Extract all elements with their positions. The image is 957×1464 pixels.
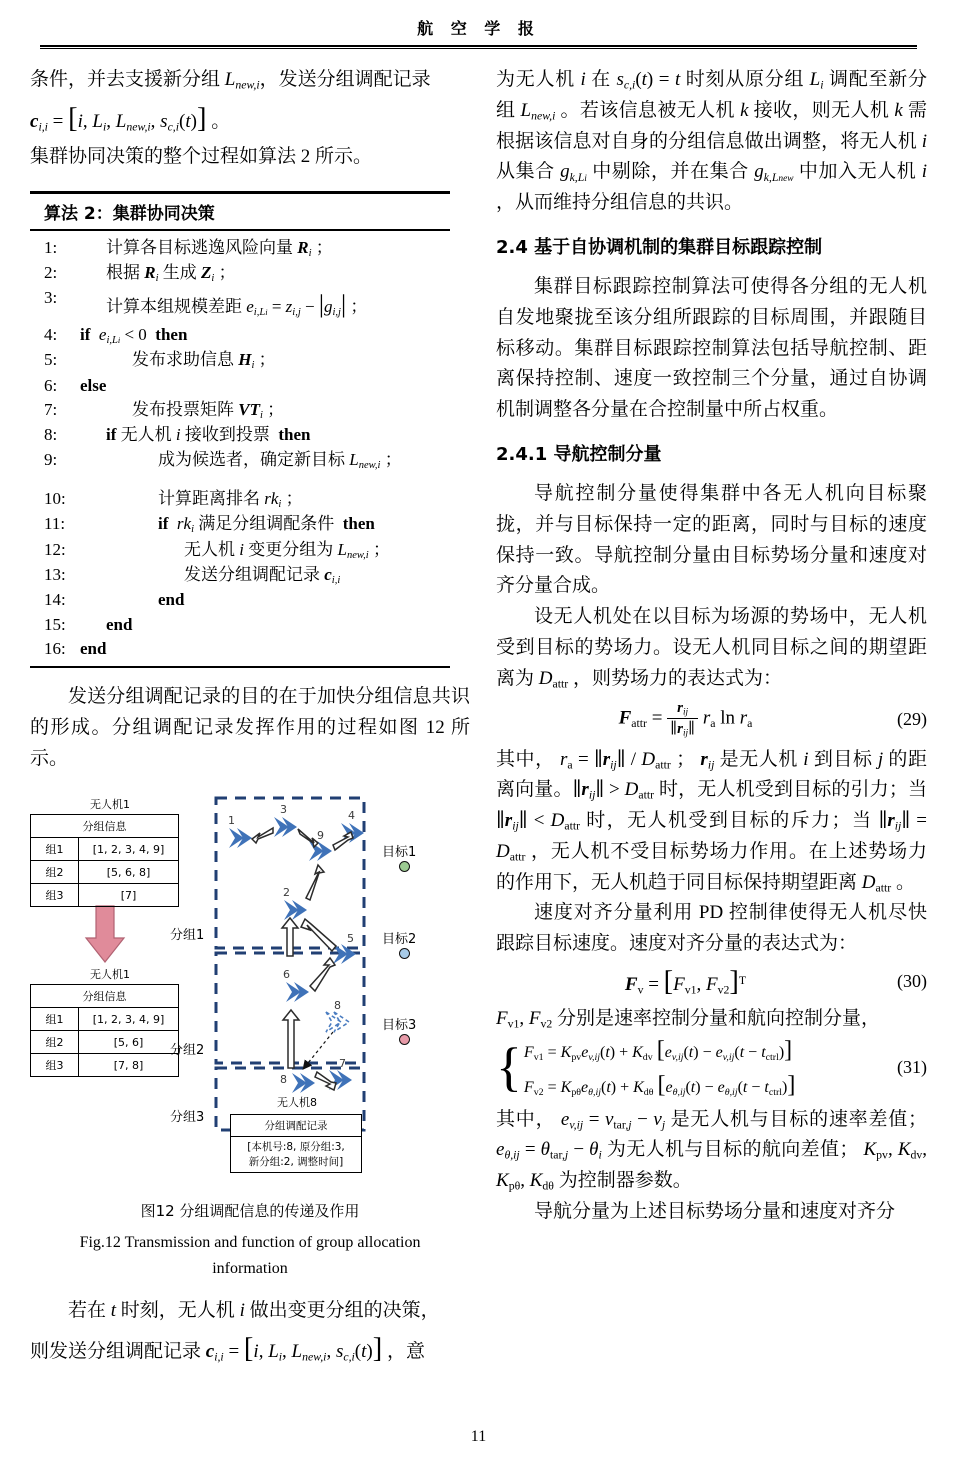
equation-30 <box>496 966 927 998</box>
algorithm-line-text: 无人机 i 变更分组为 $L_{new,i}$ ； <box>184 539 390 561</box>
cases-group <box>496 1037 795 1099</box>
algorithm-line-text: end <box>158 590 185 610</box>
allocation-record-line-2: 新分组:2, 调整时间] <box>248 1155 344 1168</box>
table-value-cell: [1, 2, 3, 4, 9] <box>79 838 179 861</box>
right-para-7: $F_{v1}$, $F_{v2}$ 分别是速率控制分量和航向控制分量， <box>496 1007 881 1031</box>
algorithm-line-text: end <box>80 639 107 659</box>
algorithm-line-number: 3: <box>44 288 58 308</box>
uav-number-1: 1 <box>228 814 235 828</box>
equation-29-body: $F_{attr}$ = $\frac{r_{ij}}{\parallel r_{ij}\parallel}$ $r_a$ $\ln r_a$ <box>618 700 753 739</box>
algorithm-line <box>30 588 450 613</box>
target-label-1: 目标1 <box>382 845 417 861</box>
target-label-3: 目标3 <box>382 1018 417 1034</box>
equation-31-body <box>496 1037 875 1099</box>
algorithm-line-number: 2: <box>44 262 58 282</box>
algorithm-box <box>30 191 450 668</box>
algorithm-line-number: 11: <box>44 514 66 534</box>
table-value-cell: [5, 6] <box>79 1031 179 1054</box>
uav-number-8: 8 <box>280 1073 287 1087</box>
allocation-record-body <box>231 1137 361 1171</box>
uav-number-6: 6 <box>283 968 290 982</box>
section-heading-2-4-1: 2.4.1 导航控制分量 <box>496 443 662 465</box>
allocation-record-box <box>230 1114 362 1172</box>
algorithm-line-text: 发送分组调配记录 $c_{i,i}$ <box>184 564 341 586</box>
algorithm-line-number: 9: <box>44 450 58 470</box>
uav-ghost-8 <box>326 1012 349 1032</box>
algorithm-body <box>30 231 450 666</box>
algorithm-line-number: 12: <box>44 539 66 559</box>
table-value-cell: [5, 6, 8] <box>79 861 179 884</box>
figure-caption-cn: 图12 分组调配信息的传递及作用 <box>140 1202 360 1221</box>
algorithm-line-number: 16: <box>44 639 66 659</box>
algorithm-line-text: 发布求助信息 $H_i$ ； <box>132 350 276 372</box>
algorithm-line-number: 8: <box>44 425 58 445</box>
table-key-cell: 组1 <box>31 838 79 861</box>
fraction: $\frac{r_{ij}}{\parallel r_{ij}\parallel}$ <box>667 700 698 738</box>
table-row <box>31 1008 179 1031</box>
left-para-3 <box>30 1296 470 1373</box>
algorithm-line <box>30 286 450 323</box>
table-value-cell: [7, 8] <box>79 1054 179 1077</box>
algorithm-line-text: 发布投票矩阵 $VT_i$ ； <box>132 400 285 422</box>
algorithm-line <box>30 538 450 563</box>
group-label-3: 分组3 <box>170 1110 205 1126</box>
target-label-2: 目标2 <box>382 932 417 948</box>
group-label-2: 分组2 <box>170 1043 205 1059</box>
algorithm-line-text: 计算各目标逃逸风险向量 $R_i$ ； <box>106 237 333 259</box>
left-para-1-line3: 集群协同决策的整个过程如算法 2 所示。 <box>30 145 373 167</box>
table-value-cell: [1, 2, 3, 4, 9] <box>79 1008 179 1031</box>
table-key-cell: 组3 <box>31 884 79 907</box>
right-column <box>496 65 927 1372</box>
algorithm-line-number: 14: <box>44 590 66 610</box>
left-para-2: 发送分组调配记录的目的在于加快分组信息共识的形成。分组调配记录发挥作用的过程如图 12 所示。 <box>30 686 470 769</box>
table-row <box>31 985 179 1008</box>
uav-markers <box>229 817 364 1093</box>
left-para-1: 条件，并去支援新分组 $L_{new,i}$，发送分组调配记录 $c_{i,i} = [i$, $L_i$, $L_{new,i}$, $s_{c,i}(t)$] 。 集群协同决策的整个过程如算法 2 所示。 <box>30 69 431 167</box>
equation-31 <box>496 1037 927 1099</box>
equation-29-number: (29) <box>897 708 927 729</box>
uav1-state-after <box>30 966 190 1077</box>
algorithm-line <box>30 448 450 473</box>
algorithm-line <box>30 613 450 638</box>
uav-number-7: 7 <box>339 1057 346 1071</box>
figure-caption-en-line-2: information <box>212 1259 288 1277</box>
table-header-cell: 分组信息 <box>31 815 179 838</box>
algorithm-line-text: if $e_{i,Li} < 0$ then <box>80 325 188 347</box>
algorithm-line <box>30 348 450 373</box>
right-para-2: 集群目标跟踪控制算法可使得各分组的无人机自发地聚拢至该分组所跟踪的目标周围，并跟随目标移动。集群目标跟踪控制算法包括导航控制、距离保持控制、速度一致控制三个分量，通过自协调机制调整各分量在合控制量中所占权重。 <box>496 275 927 421</box>
right-para-9: 导航分量为上述目标势场分量和速度对齐分 <box>534 1200 896 1222</box>
spacer <box>30 668 470 682</box>
algorithm-line-number: 10: <box>44 489 66 509</box>
algorithm-line-text: 计算本组规模差距 $e_{i,Li} = z_{i,j} - |g_{i,j}|$ ； <box>106 289 368 319</box>
equation-30-body: $F_v = [F_{v1}$, $F_{v2}]^T$ <box>624 965 747 997</box>
section-heading-2-4: 2.4 基于自协调机制的集群目标跟踪控制 <box>496 236 823 258</box>
left-para-1-text-c: ，发送分组调配记录 <box>259 69 431 90</box>
two-column-body <box>0 49 957 1372</box>
right-para-3: 导航控制分量使得集群中各无人机向目标聚拢，并与目标保持一定的距离，同时与目标的速度保持一致。导航控制分量由目标势场分量和速度对齐分量合成。 <box>496 482 927 597</box>
equation-30-number: (30) <box>897 971 927 992</box>
algorithm-line <box>30 423 450 448</box>
left-para-3-line-2: 则发送分组调配记录 $c_{i,i} = [i$, $L_i$, $L_{new,i}$, $s_{c,i}(t)$] ，意 <box>30 1333 425 1365</box>
equation-31-line-2: $F_{v2} = K_{p\theta}e_{\theta,ij}(t) + K_{d\theta}$ $[e_{\theta,ij}(t) - e_{\theta,ij}(t - t_{ctrl})]$ <box>523 1071 796 1098</box>
table-row <box>31 1054 179 1077</box>
equation-31-line-1: $F_{v1} = K_{pv}e_{v,ij}(t) + K_{dv}$ $[e_{v,ij}(t) - e_{v,ij}(t - t_{ctrl})]$ <box>523 1036 793 1063</box>
allocation-record-line-1: [本机号:8, 原分组:3, <box>247 1141 345 1154</box>
table-header-cell: 分组信息 <box>31 985 179 1008</box>
algorithm-line <box>30 236 450 261</box>
algorithm-line-text: 成为候选者，确定新目标 $L_{new,i}$ ； <box>158 450 402 471</box>
left-column <box>30 65 470 1372</box>
uav1-state-before <box>30 796 190 907</box>
algorithm-line <box>30 374 450 399</box>
algorithm-line-number: 6: <box>44 375 58 395</box>
figure-12 <box>30 796 470 1196</box>
cases-lines <box>524 1037 795 1099</box>
right-para-6: 速度对齐分量利用 PD 控制律使得无人机尽快跟踪目标速度。速度对齐分量的表达式为： <box>496 902 927 955</box>
right-para-1: 为无人机 i 在 $s_{c,i}(t) = t$ 时刻从原分组 $L_i$ 调配至新分组 $L_{new,i}$ 。若该信息被无人机 k 接收，则无人机 k 需根据该信息对自身的分组信息做出调整，将无人机 i 从集合 $g_{k,Li}$ 中剔除，并在集合 $g_{k,Lnew}$ 中加入无人机 i ，从而维持分组信息的共识。 <box>496 69 927 214</box>
table-key-cell: 组2 <box>31 861 79 884</box>
uav1-caption-after: 无人机1 <box>90 968 130 982</box>
left-para-1-text-a: 条件，并去支援新分组 <box>30 69 225 90</box>
table-key-cell: 组1 <box>31 1008 79 1031</box>
algorithm-line-text: 计算距离排名 $rk_i$ ； <box>158 489 303 511</box>
algorithm-line <box>30 323 450 348</box>
algorithm-line-text: 根据 $R_i$ 生成 $Z_i$ ； <box>106 262 236 284</box>
algorithm-line-number: 5: <box>44 350 58 370</box>
allocation-record-header: 分组调配记录 <box>231 1115 361 1137</box>
algorithm-line-number: 7: <box>44 400 58 420</box>
algorithm-line-text: else <box>80 375 107 395</box>
table-key-cell: 组2 <box>31 1031 79 1054</box>
table-key-cell: 组3 <box>31 1054 79 1077</box>
algorithm-line-number: 4: <box>44 325 58 345</box>
algorithm-line <box>30 563 450 588</box>
equation-29 <box>496 700 927 738</box>
algorithm-line <box>30 637 450 662</box>
algorithm-line <box>30 261 450 286</box>
table-row <box>31 815 179 838</box>
uav-number-8-ghost: 8 <box>334 999 341 1013</box>
algorithm-title: 算法 2：集群协同决策 <box>30 194 450 231</box>
algorithm-line-number: 13: <box>44 564 66 584</box>
figure-caption-en <box>30 1230 470 1281</box>
uav-number-9: 9 <box>317 829 324 843</box>
algorithm-line <box>30 398 450 423</box>
page-header <box>0 0 957 39</box>
uav-number-3: 3 <box>280 803 287 817</box>
uav-number-5: 5 <box>347 932 354 946</box>
left-para-3-line-1: 若在 t 时刻，无人机 i 做出变更分组的决策， <box>68 1299 440 1321</box>
spacer <box>30 1282 470 1296</box>
page-number: 11 <box>470 1428 487 1445</box>
algorithm-line-text: if 无人机 i 接收到投票 then <box>106 425 311 445</box>
left-brace-icon: { <box>496 1037 522 1098</box>
state-change-arrow <box>86 906 124 962</box>
algorithm-line <box>30 512 450 537</box>
uav-number-2: 2 <box>283 886 290 900</box>
uav-number-4: 4 <box>348 809 355 823</box>
algorithm-line-text: if $rk_i$ 满足分组调配条件 then <box>158 514 375 536</box>
right-para-5: 其中， $r_a$ = $\parallel r_{ij}\parallel / D_{attr}$ ； $r_{ij}$ 是无人机 i 到目标 j 的距离向量。$\parallel r_{ij}\parallel > D_{attr}$ 时，无人机受到目标的引力；当 $\parallel r_{ij}\parallel < D_{attr}$ 时，无人机受到目标的斥力；当 $\parallel r_{ij}\parallel = D_{attr}$ ，无人机不受目标势场力作用。在上述势场力的作用下，无人机趋于同目标保持期望距离 $D_{attr}$ 。 <box>496 748 928 894</box>
equation-31-number: (31) <box>897 1057 927 1078</box>
table-row <box>31 838 179 861</box>
algorithm-line-text: end <box>106 614 133 634</box>
grouping-table-before <box>30 814 179 907</box>
table-row <box>31 884 179 907</box>
group-label-1: 分组1 <box>170 928 205 944</box>
right-para-8: 其中， $e_{v,ij} = v_{tar,j} - v_j$ 是无人机与目标的速率差值； $e_{\theta,ij} = \theta_{tar,j} - \theta_i$ 为无人机与目标的航向差值； $K_{pv}$, $K_{dv}$, $K_{p\theta}$, $K_{d\theta}$ 为控制器参数。 <box>496 1108 928 1193</box>
right-para-4: 设无人机处在以目标为场源的势场中，无人机受到目标的势场力。设无人机同目标之间的期望距离为 $D_{attr}$ ，则势场力的表达式为： <box>496 606 927 690</box>
table-value-cell: [7] <box>79 884 179 907</box>
uav1-caption-before: 无人机1 <box>90 798 130 812</box>
algorithm-line-number: 1: <box>44 237 58 257</box>
uav8-label: 无人机8 <box>277 1096 317 1110</box>
algorithm-spacer <box>30 473 450 487</box>
table-row <box>31 861 179 884</box>
journal-title: 航 空 学 报 <box>417 19 540 38</box>
figure-caption-en-line-1: Fig.12 Transmission and function of group allocation <box>79 1234 421 1252</box>
grouping-table-after <box>30 984 179 1077</box>
table-row <box>31 1031 179 1054</box>
algorithm-line-number: 15: <box>44 614 66 634</box>
algorithm-line <box>30 487 450 512</box>
